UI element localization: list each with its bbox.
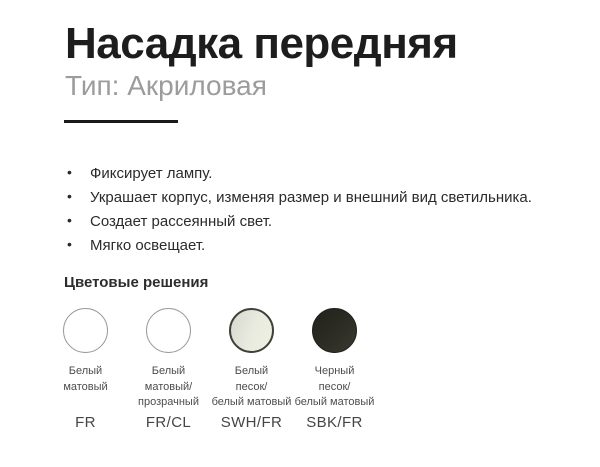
bullet-icon: • (67, 164, 72, 181)
bullet-icon: • (67, 188, 72, 205)
swatch-label (138, 364, 199, 411)
swatch-code: SBK/FR (306, 414, 363, 432)
swatch-label-line: Белый (234, 365, 269, 378)
swatch-label-line: прозрачный (138, 396, 199, 409)
bullet-icon: • (67, 212, 72, 229)
feature-text: Мягко освещает. (90, 237, 206, 255)
color-swatch-circle (229, 308, 274, 353)
swatch-label-line: матовый (63, 380, 108, 393)
swatch-label-line: Белый (68, 365, 103, 378)
swatch-column-sbk-fr (293, 308, 376, 431)
color-swatch-circle (63, 308, 108, 353)
feature-item (65, 190, 570, 205)
feature-text: Фиксирует лампу. (90, 165, 213, 183)
color-swatch-circle (312, 308, 357, 353)
swatch-label-line: матовый/ (144, 380, 193, 393)
feature-text: Украшает корпус, изменяя размер и внешний вид светильника. (90, 189, 532, 207)
swatch-label-line: белый матовый (294, 396, 375, 409)
title-underline-rule (64, 120, 178, 123)
swatch-column-fr-cl (127, 308, 210, 431)
feature-item (65, 166, 570, 181)
bullet-icon: • (67, 236, 72, 253)
swatch-label-line: белый матовый (211, 396, 292, 409)
color-swatches-row (44, 308, 570, 431)
feature-text: Создает рассеянный свет. (90, 213, 273, 231)
colors-section-heading: Цветовые решения (64, 274, 209, 292)
swatch-label-line: Черный (314, 365, 355, 378)
swatch-code: FR/CL (145, 414, 192, 432)
swatch-label (295, 364, 375, 411)
swatch-code: FR (75, 414, 96, 432)
swatch-label-line: Белый (151, 365, 186, 378)
swatch-column-swh-fr (210, 308, 293, 431)
feature-item (65, 238, 570, 253)
page-subtitle: Тип: Акриловая (65, 70, 267, 102)
feature-item (65, 214, 570, 229)
swatch-code: SWH/FR (220, 414, 283, 432)
swatch-column-fr (44, 308, 127, 431)
swatch-label (212, 364, 292, 411)
page-title: Насадка передняя (65, 19, 458, 68)
features-list (65, 166, 570, 253)
swatch-label (63, 364, 107, 411)
color-swatch-circle (146, 308, 191, 353)
swatch-label-line: песок/ (235, 380, 268, 393)
swatch-label-line: песок/ (318, 380, 351, 393)
